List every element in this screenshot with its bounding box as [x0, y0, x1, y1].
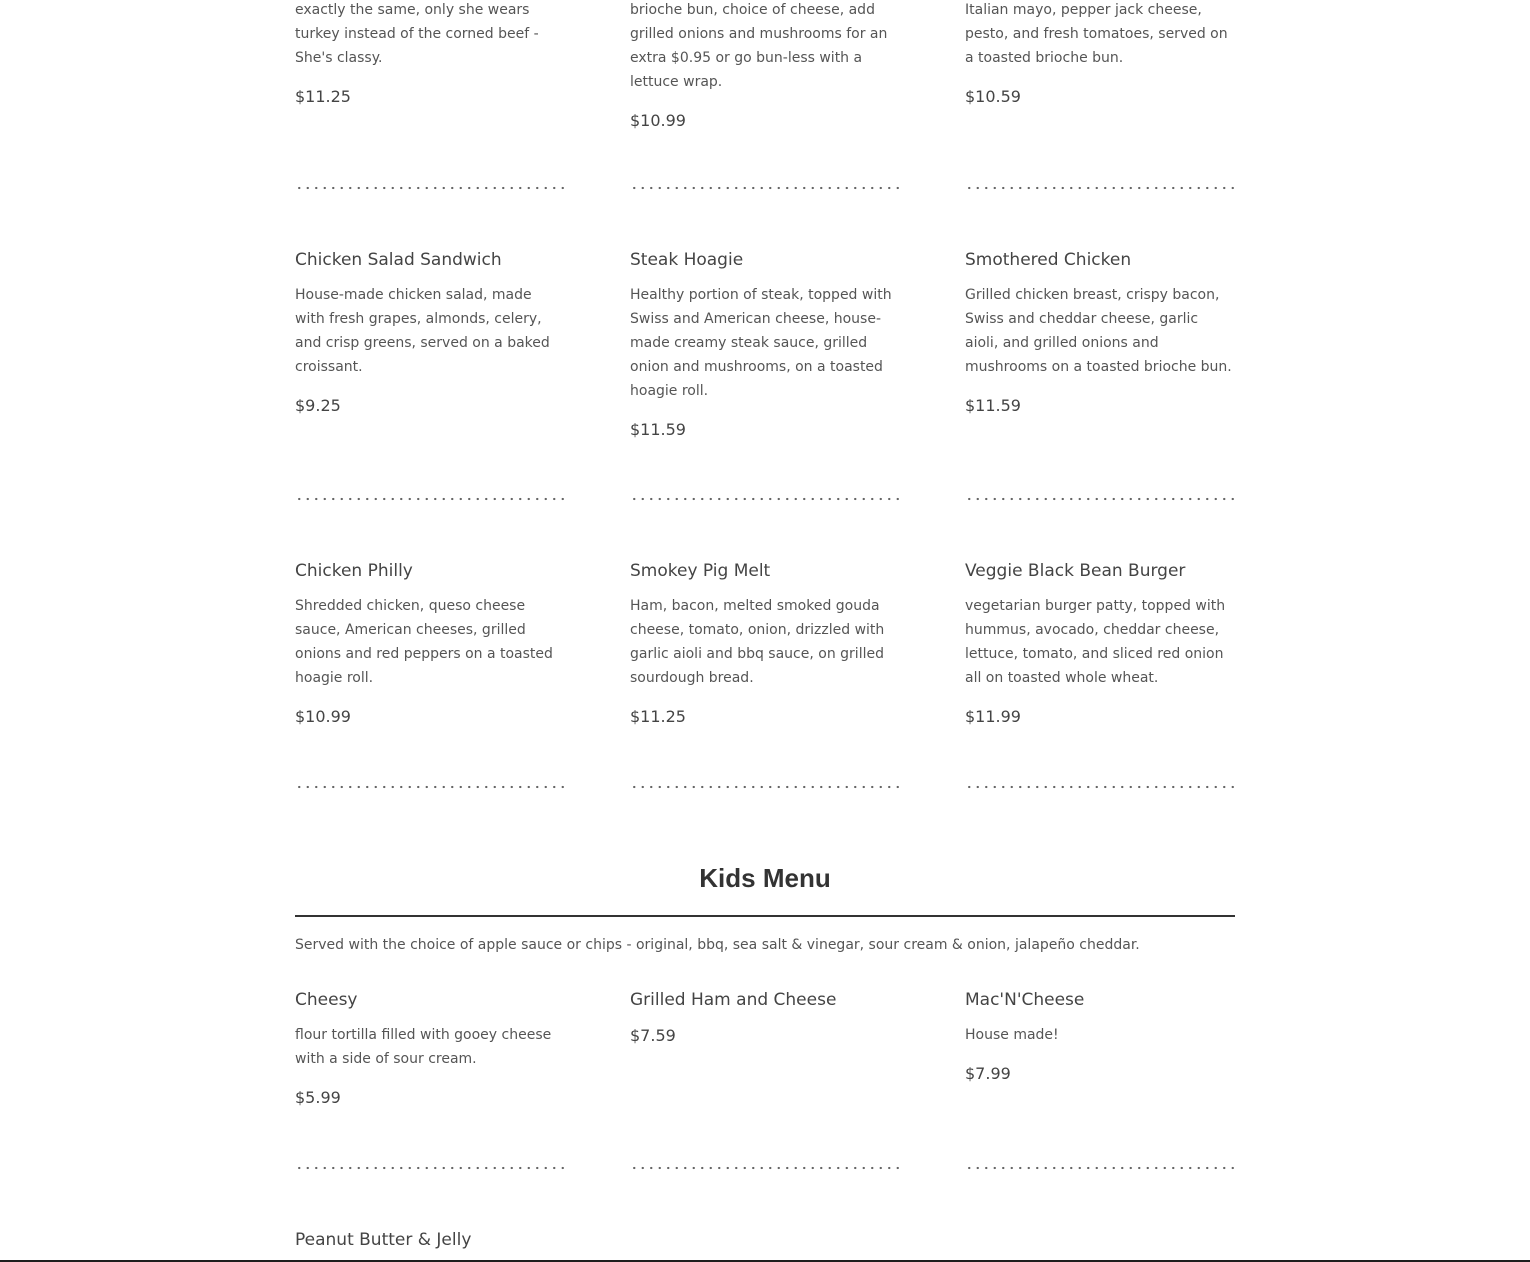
menu-item — [295, 560, 565, 728]
menu-item — [630, 560, 900, 728]
menu-item — [965, 989, 1235, 1085]
dotted-divider — [630, 1165, 900, 1171]
item-description: vegetarian burger patty, topped with hummus, avocado, cheddar cheese, lettuce, tomato, and sliced red onion all on toasted whole wheat. — [965, 598, 1226, 686]
item-price: $11.59 — [965, 396, 1021, 415]
menu-item — [965, 249, 1235, 417]
item-name: Smokey Pig Melt — [630, 561, 771, 581]
dotted-divider — [965, 784, 1235, 790]
item-description: Shredded chicken, queso cheese sauce, American cheeses, grilled onions and red peppers on a toasted hoagie roll. — [295, 598, 553, 686]
item-price: $5.99 — [295, 1088, 341, 1107]
dotted-divider — [630, 185, 900, 191]
section-title-kids-menu: Kids Menu — [699, 863, 831, 893]
item-name: Peanut Butter & Jelly — [295, 1230, 472, 1250]
item-price: $10.99 — [630, 111, 686, 130]
item-description: Ham, bacon, melted smoked gouda cheese, tomato, onion, drizzled with garlic aioli and bbq sauce, on grilled sourdough bread. — [630, 598, 885, 686]
item-price: $10.59 — [965, 87, 1021, 106]
item-description: Grilled chicken breast, crispy bacon, Swiss and cheddar cheese, garlic aioli, and grilled onions and mushrooms on a toasted brioche bun. — [965, 287, 1232, 375]
dotted-divider — [965, 185, 1235, 191]
item-description: Italian mayo, pepper jack cheese, pesto, and fresh tomatoes, served on a toasted brioche bun. — [965, 2, 1228, 66]
menu-item — [295, 249, 565, 417]
item-price: $10.99 — [295, 707, 351, 726]
dotted-divider — [630, 784, 900, 790]
item-price: $9.25 — [295, 396, 341, 415]
dotted-divider — [295, 1165, 565, 1171]
section-note: Served with the choice of apple sauce or chips - original, bbq, sea salt & vinegar, sour cream & onion, jalapeño cheddar. — [295, 937, 1140, 953]
item-description: House-made chicken salad, made with fresh grapes, almonds, celery, and crisp greens, served on a baked croissant. — [295, 287, 550, 375]
item-name: Steak Hoagie — [630, 250, 744, 270]
item-price: $11.25 — [630, 707, 686, 726]
dotted-divider — [295, 496, 565, 502]
item-price: $7.59 — [630, 1026, 676, 1045]
dotted-divider — [965, 496, 1235, 502]
menu-item — [295, 1229, 565, 1251]
item-name: Chicken Salad Sandwich — [295, 250, 502, 270]
dotted-divider — [965, 1165, 1235, 1171]
item-price: $11.99 — [965, 707, 1021, 726]
menu-item — [965, 0, 1235, 108]
menu-item — [630, 0, 900, 132]
menu-item — [295, 0, 565, 108]
item-description: Healthy portion of steak, topped with Swiss and American cheese, house-made creamy steak sauce, grilled onion and mushrooms, on a toasted hoagie roll. — [630, 287, 892, 399]
menu-item — [295, 989, 565, 1109]
dotted-divider — [295, 784, 565, 790]
item-price: $7.99 — [965, 1064, 1011, 1083]
item-name: Smothered Chicken — [965, 250, 1132, 270]
item-name: Cheesy — [295, 990, 358, 1010]
item-description: exactly the same, only she wears turkey instead of the corned beef - She's classy. — [295, 2, 539, 66]
item-name: Mac'N'Cheese — [965, 990, 1085, 1010]
item-price: $11.59 — [630, 420, 686, 439]
item-price: $11.25 — [295, 87, 351, 106]
dotted-divider — [630, 496, 900, 502]
menu-item — [630, 249, 900, 441]
section-rule — [295, 915, 1235, 917]
dotted-divider — [295, 185, 565, 191]
menu-item — [630, 989, 900, 1047]
item-description: brioche bun, choice of cheese, add grilled onions and mushrooms for an extra $0.95 or go bun-less with a lettuce wrap. — [630, 2, 888, 90]
item-name: Veggie Black Bean Burger — [965, 561, 1186, 581]
item-name: Grilled Ham and Cheese — [630, 990, 837, 1010]
item-description: House made! — [965, 1027, 1059, 1043]
item-name: Chicken Philly — [295, 561, 413, 581]
item-description: flour tortilla filled with gooey cheese with a side of sour cream. — [295, 1027, 552, 1067]
menu-item — [965, 560, 1235, 728]
